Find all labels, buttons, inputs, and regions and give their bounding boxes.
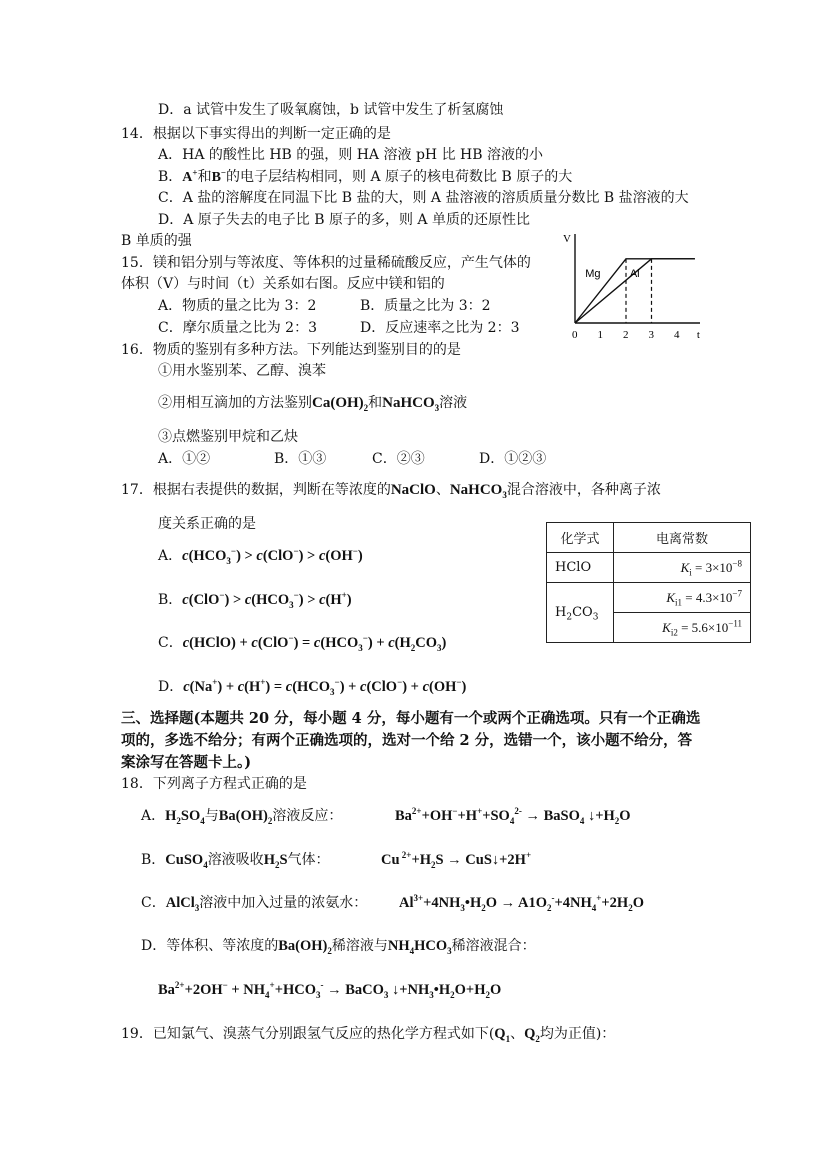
q17-stem-line2: 度关系正确的是 <box>158 516 256 532</box>
series-label-mg: Mg <box>585 267 601 280</box>
q15-stem-line1: 15．镁和铝分别与等浓度、等体积的过量稀硫酸反应，产生气体的 <box>121 255 531 271</box>
table-cell-h2co3-k2: $K_{i2} = 5.6\times 10^{-11}$ <box>614 613 751 643</box>
q18-option-c: C．AlCl$_3$溶液中加入过量的浓氨水： <box>141 895 368 913</box>
q14-stem: 14．根据以下事实得出的判断一定正确的是 <box>121 126 391 142</box>
q15-stem-line2: 体积（V）与时间（t）关系如右图。反应中镁和铝的 <box>121 276 445 292</box>
q13-option-d: D．a 试管中发生了吸氧腐蚀，b 试管中发生了析氢腐蚀 <box>158 102 504 118</box>
q16-option-c: C．②③ <box>372 451 425 467</box>
ionization-constant-table <box>546 522 751 643</box>
table-cell-h2co3-k1: $K_{i1} = 4.3\times 10^{-7}$ <box>614 583 751 613</box>
q18-equation-c: $Al^{3+}+4NH_3•H_2O \to A1O_2^-+4NH_4^++2H_2O$ <box>399 893 644 913</box>
q18-option-a: A．$H_2SO_4$与$Ba(OH)_2$溶液反应： <box>141 808 343 826</box>
q15-option-d: D．反应速率之比为 2：3 <box>360 320 520 336</box>
x-tick-label: 4 <box>674 329 680 340</box>
x-axis-label: t <box>696 329 700 340</box>
q17-stem-line1: 17．根据右表提供的数据，判断在等浓度的NaClO、NaHCO$_3$混合溶液中，各种离子浓 <box>121 482 661 500</box>
q14-option-a: A．HA 的酸性比 HB 的强，则 HA 溶液 pH 比 HB 溶液的小 <box>158 147 543 163</box>
section3-heading-line1: 三、选择题(本题共 20 分，每小题 4 分，每小题有一个或两个正确选项。只有一个正确选 <box>121 710 701 727</box>
q18-equation-b: Cu $^{2+}+H_2S$ → CuS↓+2H+ <box>381 850 532 870</box>
q18-equation-d: $Ba^{2+}+2OH^- + NH_4^++HCO_3^-$ → BaCO$_3$ $↓+NH_3•H_2O+H_2O$ <box>158 980 502 1000</box>
q18-option-d: D．等体积、等浓度的$Ba(OH)_2$稀溶液与$NH_4HCO_3$稀溶液混合： <box>141 938 536 956</box>
q17-option-b: B．$c(ClO^-) > c(HCO_3^-) > c(H^+)$ <box>158 590 352 610</box>
q17-option-a: A．$c(HCO_3^-) > c(ClO^-) > c(OH^-)$ <box>158 546 363 566</box>
volume-time-chart <box>560 228 700 340</box>
q17-option-d: D．$c(Na^+) + c(H^+) = c(HCO_3^-) + c(ClO^-) + c(OH^-)$ <box>158 677 467 697</box>
q15-option-b: B．质量之比为 3：2 <box>360 298 491 314</box>
q18-stem: 18．下列离子方程式正确的是 <box>121 776 307 792</box>
table-header-formula: 化学式 <box>547 523 614 553</box>
table-cell-hclo: HClO <box>547 553 614 583</box>
q14-option-c: C．A 盐的溶解度在同温下比 B 盐的大，则 A 盐溶液的溶质质量分数比 B 盐溶液的大 <box>158 190 689 206</box>
q16-item-3: ③点燃鉴别甲烷和乙炔 <box>158 429 298 445</box>
x-tick-label: 0 <box>572 329 578 340</box>
series-label-al: Al <box>629 267 640 280</box>
q16-option-b: B．①③ <box>274 451 327 467</box>
table-cell-hclo-k: $K_i = 3\times 10^{-8}$ <box>614 553 751 583</box>
table-cell-h2co3: $H_2CO_3$ <box>547 583 614 643</box>
q17-option-c: C．c(HClO) + $c(ClO^-) = c(HCO_3^-) + c(H_2CO_3)$ <box>158 633 447 653</box>
q18-option-b: B．CuSO$_4$溶液吸收$H_2S$气体： <box>141 852 330 870</box>
q18-equation-a: $Ba^{2+}+OH^-+H^++SO_4^{2-}$ → BaSO$_4$ $↓+H_2O$ <box>395 806 631 826</box>
q16-option-a: A．①② <box>158 451 211 467</box>
q16-option-d: D．①②③ <box>479 451 547 467</box>
q14-option-b: B．A+和B−的电子层结构相同，则 A 原子的核电荷数比 B 原子的大 <box>158 167 573 185</box>
section3-heading-line3: 案涂写在答题卡上。) <box>121 754 252 771</box>
q16-item-2: ②用相互滴加的方法鉴别$Ca(OH)_2$和NaHCO$_3$溶液 <box>158 395 468 413</box>
x-tick-label: 1 <box>597 329 603 340</box>
q14-option-d-line2: B 单质的强 <box>121 233 192 249</box>
y-axis-label: V <box>563 233 571 245</box>
x-tick-label: 3 <box>648 329 654 340</box>
q16-item-1: ①用水鉴别苯、乙醇、溴苯 <box>158 363 326 379</box>
q19-stem: 19．已知氯气、溴蒸气分别跟氢气反应的热化学方程式如下($Q_1$、$Q_2$均为正值)： <box>121 1026 616 1044</box>
table-header-constant: 电离常数 <box>614 523 751 553</box>
volume-time-svg <box>560 228 700 340</box>
q16-stem: 16．物质的鉴别有多种方法。下列能达到鉴别目的的是 <box>121 342 461 358</box>
q15-option-c: C．摩尔质量之比为 2：3 <box>158 320 317 336</box>
x-tick-label: 2 <box>623 329 629 340</box>
q15-option-a: A．物质的量之比为 3：2 <box>158 298 317 314</box>
section3-heading-line2: 项的，多选不给分；有两个正确选项的，选对一个给 2 分，选错一个，该小题不给分，答 <box>121 732 693 749</box>
q14-option-d-line1: D．A 原子失去的电子比 B 原子的多，则 A 单质的还原性比 <box>158 212 530 228</box>
